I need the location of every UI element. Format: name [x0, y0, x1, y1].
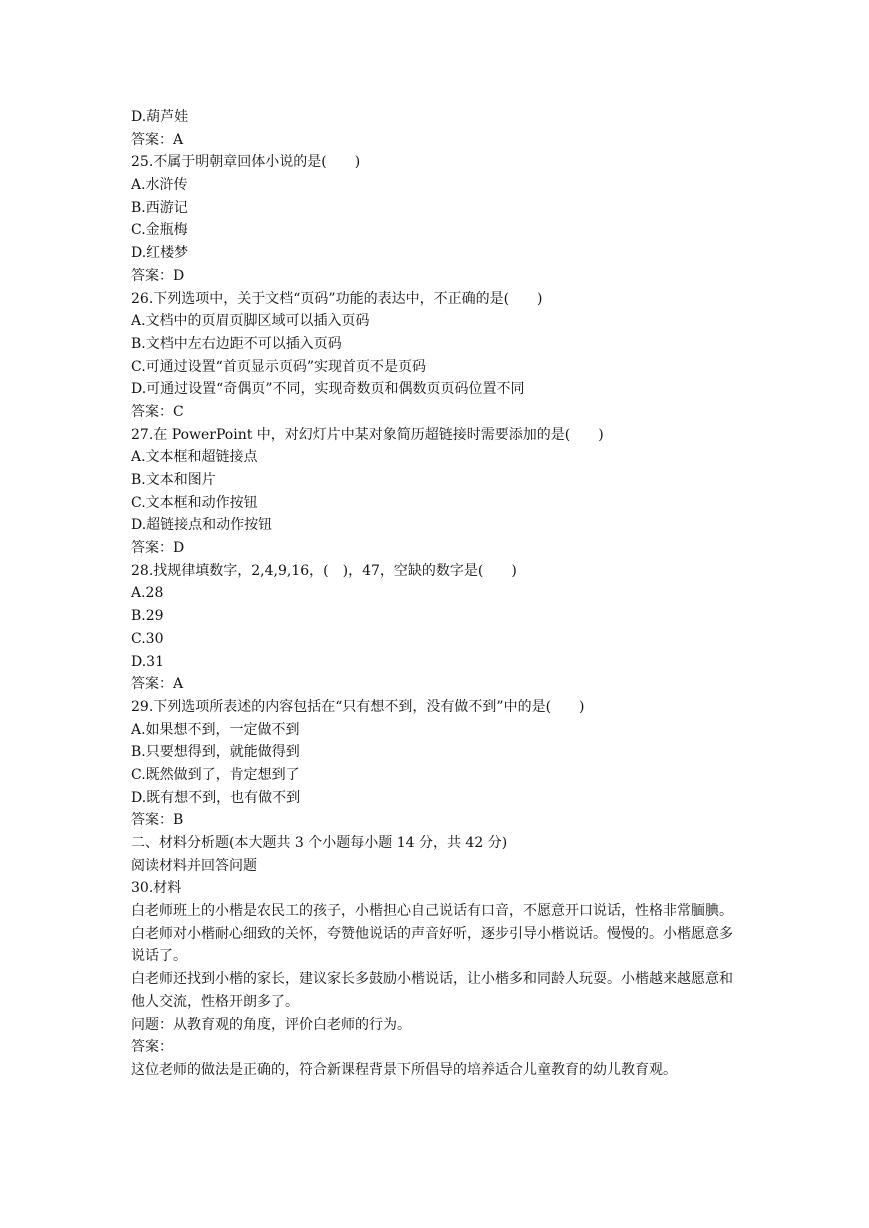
document-page — [131, 106, 743, 1082]
q25-option-a: A.水浒传 — [131, 177, 188, 194]
q28-option-c: C.30 — [131, 630, 164, 647]
q26-option-a: A.文档中的页眉页脚区域可以插入页码 — [131, 313, 370, 330]
q29-option-c: C.既然做到了，肯定想到了 — [131, 766, 300, 783]
q26-option-d: D.可通过设置“奇偶页”不同，实现奇数页和偶数页页码位置不同 — [131, 381, 525, 398]
q29-option-b: B.只要想得到，就能做得到 — [131, 744, 300, 761]
q27-option-a: A.文本框和超链接点 — [131, 449, 258, 466]
section-instruction: 阅读材料并回答问题 — [131, 857, 257, 874]
material-paragraph: 白老师还找到小楷的家长，建议家长多鼓励小楷说话，让小楷多和同龄人玩耍。小楷越来越愿意和他人交流，性格开朗多了。 — [131, 971, 733, 1010]
question-25: 25.不属于明朝章回体小说的是( ) — [131, 154, 361, 171]
material-paragraph: 白老师班上的小楷是农民工的孩子，小楷担心自己说话有口音，不愿意开口说话，性格非常腼腆。 — [131, 903, 733, 920]
q28-option-d: D.31 — [131, 653, 164, 670]
answer-28: 答案：A — [131, 676, 184, 693]
q25-option-c: C.金瓶梅 — [131, 222, 188, 239]
q26-option-c: C.可通过设置“首页显示页码”实现首页不是页码 — [131, 358, 426, 375]
q27-option-d: D.超链接点和动作按钮 — [131, 517, 273, 534]
q28-option-b: B.29 — [131, 608, 164, 625]
q29-option-d: D.既有想不到，也有做不到 — [131, 789, 301, 806]
q25-option-d: D.红楼梦 — [131, 245, 189, 262]
question-26: 26.下列选项中，关于文档“页码”功能的表达中，不正确的是( ) — [131, 290, 543, 307]
q27-option-b: B.文本和图片 — [131, 472, 216, 488]
answer-26: 答案：C — [131, 403, 184, 420]
material-paragraph: 白老师对小楷耐心细致的关怀，夸赞他说话的声音好听，逐步引导小楷说话。慢慢的。小楷愿意多说话了。 — [131, 925, 733, 965]
q25-option-b: B.西游记 — [131, 199, 188, 216]
question-28: 28.找规律填数字，2,4,9,16，( )，47，空缺的数字是( ) — [131, 562, 517, 579]
q29-option-a: A.如果想不到，一定做不到 — [131, 721, 300, 738]
question-30-label: 30.材料 — [131, 880, 182, 897]
section-heading: 二、材料分析题(本大题共 3 个小题每小题 14 分，共 42 分) — [131, 835, 508, 851]
question-29: 29.下列选项所表述的内容包括在“只有想不到，没有做不到”中的是( ) — [131, 698, 585, 715]
q27-option-c: C.文本框和动作按钮 — [131, 494, 258, 511]
answer-25: 答案：D — [131, 267, 185, 284]
q28-option-a: A.28 — [131, 585, 164, 602]
answer-27: 答案：D — [131, 540, 185, 557]
option-d: D.葫芦娃 — [131, 109, 189, 125]
answer-30-text: 这位老师的做法是正确的，符合新课程背景下所倡导的培养适合儿童教育的幼儿教育观。 — [131, 1061, 677, 1078]
answer-30-label: 答案： — [131, 1039, 173, 1056]
answer-29: 答案：B — [131, 812, 184, 829]
question-27: 27.在 PowerPoint 中，对幻灯片中某对象简历超链接时需要添加的是( ) — [131, 426, 604, 443]
answer-24: 答案：A — [131, 131, 184, 148]
question-30-prompt: 问题：从教育观的角度，评价白老师的行为。 — [131, 1016, 411, 1033]
q26-option-b: B.文档中左右边距不可以插入页码 — [131, 335, 342, 352]
